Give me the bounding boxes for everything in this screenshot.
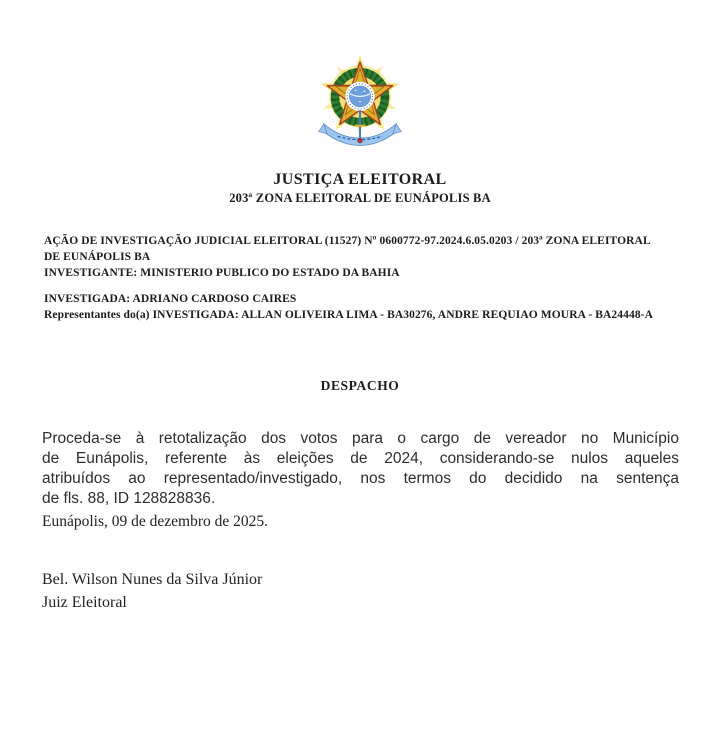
case-info-line: INVESTIGANTE: MINISTERIO PUBLICO DO ESTADO DA BAHIA	[44, 267, 400, 279]
judge-name: Bel. Wilson Nunes da Silva Júnior	[42, 571, 263, 588]
signature-block	[42, 569, 679, 614]
body-line: atribuídos ao representado/investigado, nos termos do decidido na sentença	[42, 470, 679, 487]
body-line: Proceda-se à retotalização dos votos para o cargo de vereador no Município	[42, 430, 679, 447]
court-title: JUSTIÇA ELEITORAL	[273, 171, 447, 188]
body-line: de Eunápolis, referente às eleições de 2024, considerando-se nulos aqueles	[42, 450, 679, 467]
judge-role: Juiz Eleitoral	[42, 593, 127, 611]
brazil-coat-of-arms-icon	[317, 56, 403, 154]
despacho-section-title: DESPACHO	[320, 378, 400, 393]
body-line: de fls. 88, ID 128828836.	[42, 490, 216, 507]
despacho-body	[42, 429, 679, 509]
case-info-line: DE EUNÁPOLIS BA	[44, 251, 151, 263]
parties-block	[44, 291, 684, 323]
date-place-line: Eunápolis, 09 de dezembro de 2025.	[42, 513, 268, 530]
case-info-line: AÇÃO DE INVESTIGAÇÃO JUDICIAL ELEITORAL (11527) Nº 0600772-97.2024.6.05.0203 / 203ª ZONA ELEITORAL	[44, 235, 651, 247]
case-info-block	[44, 233, 684, 281]
investigated-party-line: INVESTIGADA: ADRIANO CARDOSO CAIRES	[44, 293, 297, 305]
representatives-line: Representantes do(a) INVESTIGADA: ALLAN OLIVEIRA LIMA - BA30276, ANDRE REQUIAO MOURA - BA24448-A	[44, 309, 654, 321]
electoral-zone-subtitle: 203ª ZONA ELEITORAL DE EUNÁPOLIS BA	[229, 191, 491, 205]
